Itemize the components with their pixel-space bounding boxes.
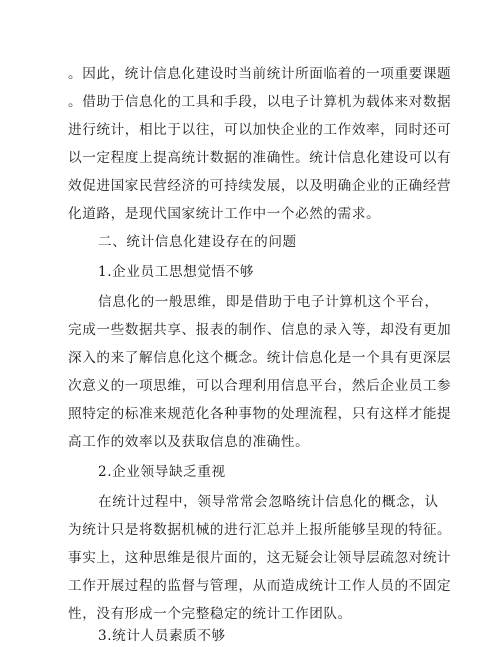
body-text-line: 化道路，是现代国家统计工作中一个必然的需求。 [68,206,381,222]
body-text-line: 事实上，这种思维是很片面的，这无疑会让领导层疏忽对统计 [68,550,452,566]
subsection-heading: 3.统计人员素质不够 [98,628,226,644]
body-text-line: 照特定的标准来规范化各种事物的处理流程，只有这样才能提 [68,406,452,422]
body-text-line: 以一定程度上提高统计数据的准确性。统计信息化建设可以有 [68,150,452,166]
body-text-line: 信息化的一般思维，即是借助于电子计算机这个平台， [98,294,439,310]
body-text-line: 。因此，统计信息化建设时当前统计所面临着的一项重要课题 [68,66,452,82]
body-text-line: 工作开展过程的监督与管理，从而造成统计工作人员的不固定 [68,578,452,594]
body-text-line: 深入的来了解信息化这个概念。统计信息化是一个具有更深层 [68,350,452,366]
body-text-line: 性，没有形成一个完整稳定的统计工作团队。 [68,606,352,622]
body-text-line: 完成一些数据共享、报表的制作、信息的录入等，却没有更加 [68,322,452,338]
body-text-line: 次意义的一项思维，可以合理利用信息平台，然后企业员工参 [68,378,452,394]
subsection-heading: 1.企业员工思想觉悟不够 [98,264,255,280]
body-text-line: 高工作的效率以及获取信息的准确性。 [68,434,310,450]
body-text-line: 为统计只是将数据机械的进行汇总并上报所能够呈现的特征。 [68,522,452,538]
section-heading: 二、统计信息化建设存在的问题 [98,234,297,250]
body-text-line: 在统计过程中，领导常常会忽略统计信息化的概念，认 [98,494,439,510]
body-text-line: 效促进国家民营经济的可持续发展，以及明确企业的正确经营 [68,178,452,194]
body-text-line: 。借助于信息化的工具和手段，以电子计算机为载体来对数据 [68,94,452,110]
body-text-line: 进行统计，相比于以往，可以加快企业的工作效率，同时还可 [68,122,452,138]
subsection-heading: 2.企业领导缺乏重视 [98,464,226,480]
